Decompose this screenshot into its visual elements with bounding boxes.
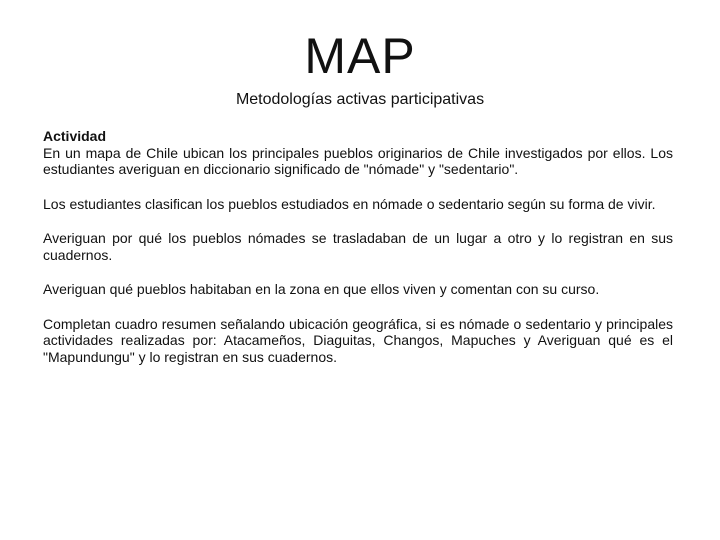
activity-heading: Actividad (43, 128, 107, 144)
paragraph-text: Averiguan qué pueblos habitaban en la zona en que ellos viven y comentan con su curso. (43, 281, 600, 297)
paragraph-text: Los estudiantes clasifican los pueblos estudiados en nómade o sedentario según su forma de vivir. (43, 195, 656, 212)
paragraph-activity (43, 128, 673, 178)
slide-body (43, 128, 673, 383)
paragraph-text: Averiguan por qué los pueblos nómades se trasladaban de un lugar a otro y lo registran en sus cuadernos. (43, 230, 673, 263)
slide-title: MAP (304, 28, 416, 84)
paragraph-text: En un mapa de Chile ubican los principales pueblos originarios de Chile investigados por ellos. Los estudiantes averiguan en diccionario significado de "nómade" y "sedentario". (43, 144, 673, 177)
paragraph-text: Completan cuadro resumen señalando ubicación geográfica, si es nómade o sedentario y principales actividades realizadas por: Atacameños, Diaguitas, Changos, Mapuches y Averiguan qué es el "Mapundungu" y lo registran en sus cuadernos. (43, 315, 673, 365)
slide-subtitle: Metodologías activas participativas (235, 91, 485, 108)
